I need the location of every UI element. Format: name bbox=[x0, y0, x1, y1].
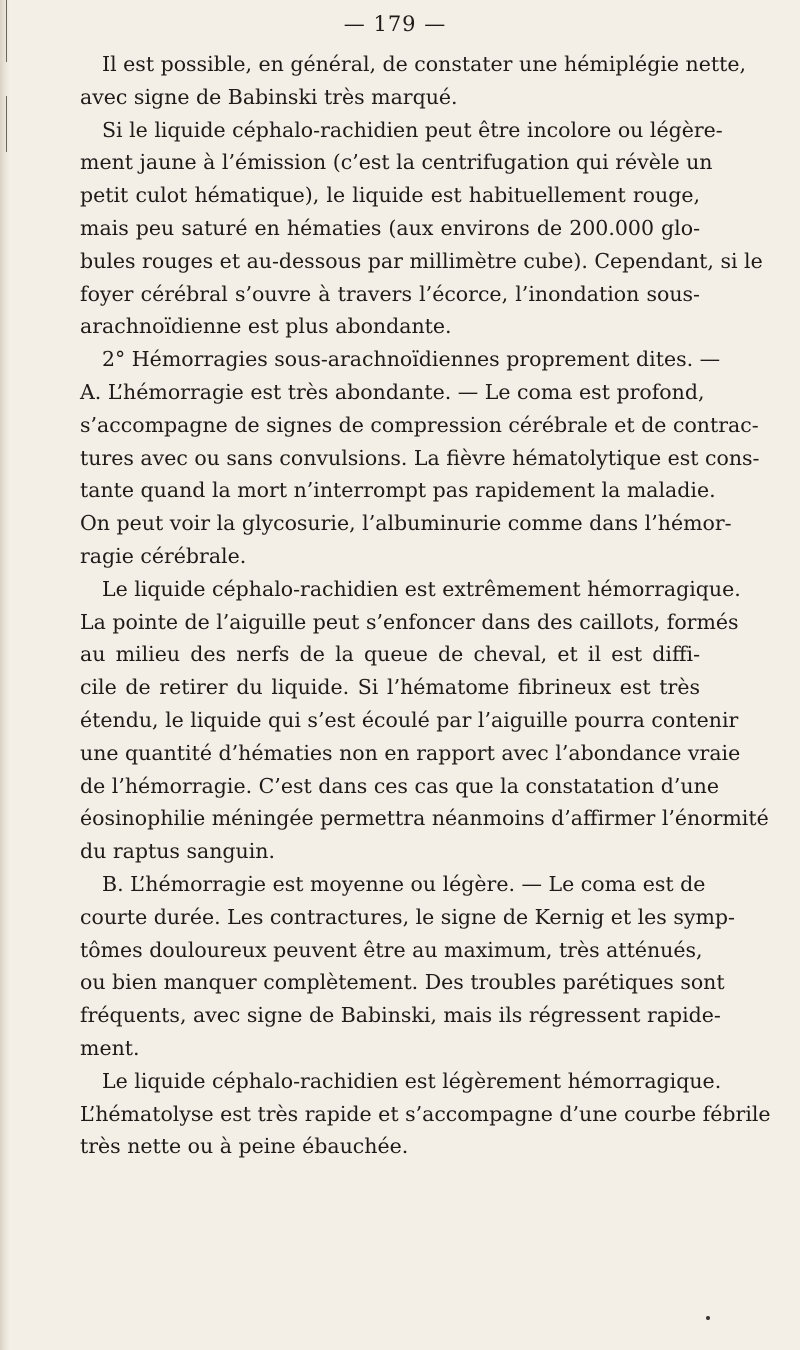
text-line: L’hématolyse est très rapide et s’accompagne d’une courbe fébrile bbox=[80, 1101, 771, 1126]
text-line: ment. bbox=[80, 1035, 140, 1060]
book-page bbox=[80, 0, 771, 1350]
page-edge-line bbox=[6, 0, 7, 62]
text-line: étendu, le liquide qui s’est écoulé par l’aiguille pourra contenir bbox=[80, 707, 739, 732]
text-line: bules rouges et au-dessous par millimètre cube). Cependant, si le bbox=[80, 248, 763, 273]
text-line: La pointe de l’aiguille peut s’enfoncer dans des caillots, formés bbox=[80, 609, 739, 634]
text-line: Le liquide céphalo-rachidien est extrêmement hémorragique. bbox=[102, 576, 741, 601]
text-line: avec signe de Babinski très marqué. bbox=[80, 84, 458, 109]
text-line: tômes douloureux peuvent être au maximum, très atténués, bbox=[80, 937, 703, 962]
text-line: très nette ou à peine ébauchée. bbox=[80, 1134, 409, 1159]
text-line: de l’hémorragie. C’est dans ces cas que la constatation d’une bbox=[80, 773, 719, 798]
page-gutter-shadow bbox=[0, 0, 10, 1350]
text-line: s’accompagne de signes de compression cérébrale et de contrac- bbox=[80, 412, 759, 437]
text-line: du raptus sanguin. bbox=[80, 839, 276, 864]
text-line: Il est possible, en général, de constater une hémiplégie nette, bbox=[102, 52, 746, 76]
text-line: une quantité d’hématies non en rapport avec l’abondance vraie bbox=[80, 740, 741, 765]
text-line: arachnoïdienne est plus abondante. bbox=[80, 314, 452, 339]
text-line: au milieu des nerfs de la queue de cheval, et il est diffi- bbox=[80, 642, 700, 667]
text-line: courte durée. Les contractures, le signe de Kernig et les symp- bbox=[80, 904, 735, 929]
text-line: On peut voir la glycosurie, l’albuminurie comme dans l’hémor- bbox=[80, 511, 732, 536]
text-line: ment jaune à l’émission (c’est la centrifugation qui révèle un bbox=[80, 150, 713, 175]
text-line: A. L’hémorragie est très abondante. — Le coma est profond, bbox=[80, 379, 705, 404]
text-line: foyer cérébral s’ouvre à travers l’écorce, l’inondation sous- bbox=[80, 281, 700, 306]
text-line: fréquents, avec signe de Babinski, mais ils régressent rapide- bbox=[80, 1003, 721, 1028]
text-line: 2° Hémorragies sous-arachnoïdiennes proprement dites. — bbox=[102, 347, 721, 372]
text-line: Si le liquide céphalo-rachidien peut être incolore ou légère- bbox=[102, 117, 723, 142]
text-line: tante quand la mort n’interrompt pas rapidement la maladie. bbox=[80, 478, 716, 503]
text-line: petit culot hématique), le liquide est habituellement rouge, bbox=[80, 183, 700, 208]
text-line: tures avec ou sans convulsions. La fièvre hématolytique est cons- bbox=[80, 445, 760, 470]
text-line: ragie cérébrale. bbox=[80, 543, 247, 568]
text-line: Le liquide céphalo-rachidien est légèrement hémorragique. bbox=[102, 1068, 722, 1093]
text-line: cile de retirer du liquide. Si l’hématome fibrineux est très bbox=[80, 675, 700, 700]
body-text bbox=[80, 48, 771, 1163]
page-number: — 179 — bbox=[343, 12, 447, 36]
text-line: ou bien manquer complètement. Des troubles parétiques sont bbox=[80, 970, 725, 995]
text-line: B. L’hémorragie est moyenne ou légère. — Le coma est de bbox=[102, 871, 706, 896]
stray-ink-mark bbox=[706, 1316, 710, 1320]
text-line: mais peu saturé en hématies (aux environs de 200.000 glo- bbox=[80, 215, 700, 240]
text-line: éosinophilie méningée permettra néanmoins d’affirmer l’énormité bbox=[80, 806, 769, 831]
page-edge-line bbox=[6, 96, 7, 152]
